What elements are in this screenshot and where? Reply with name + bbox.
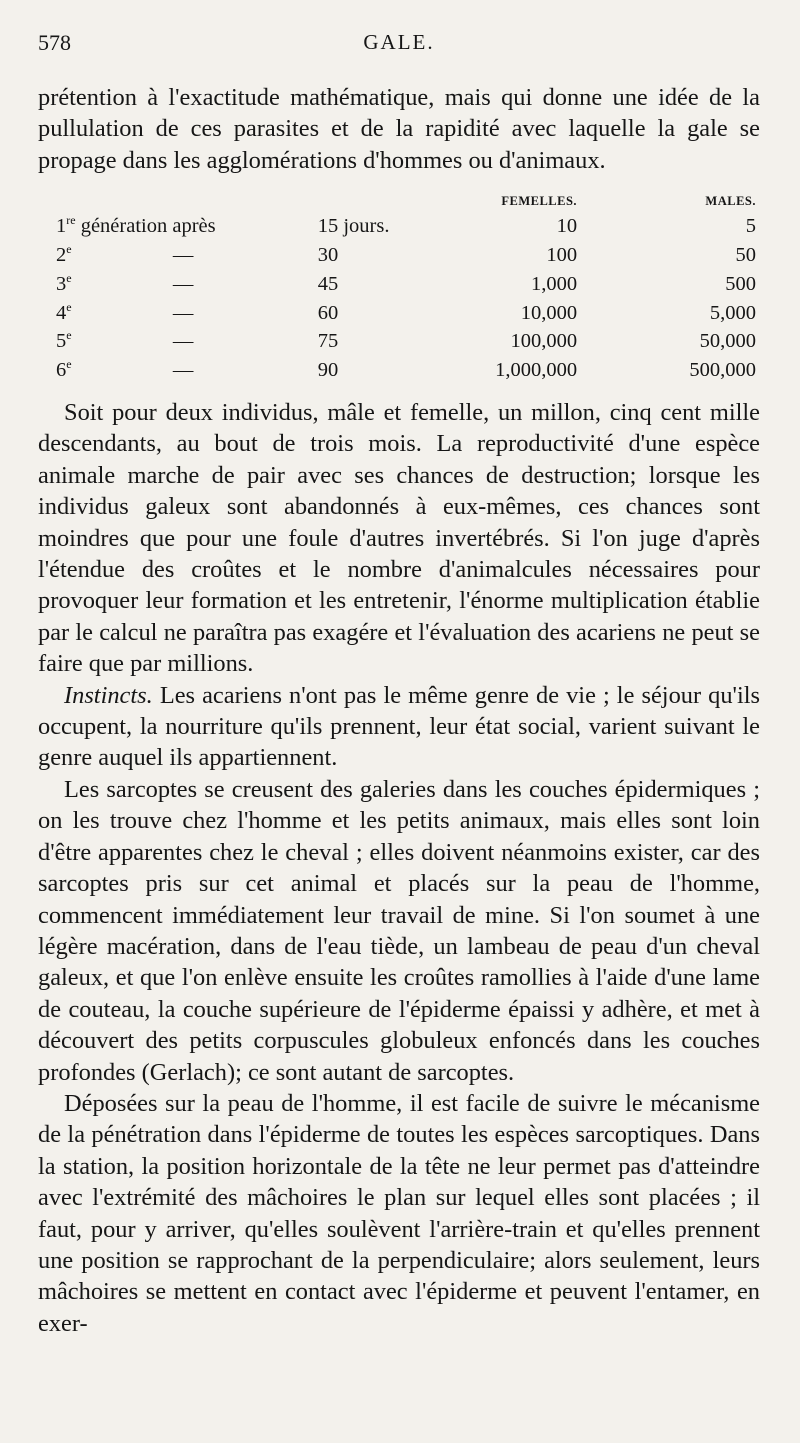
table-row <box>56 356 756 385</box>
table-row <box>56 299 756 328</box>
table-row <box>56 241 756 270</box>
ditto-dash: — <box>172 301 194 324</box>
header-females: FEMELLES. <box>501 194 578 209</box>
generation-table <box>56 190 756 385</box>
table-header-row <box>56 190 756 212</box>
table-row <box>56 270 756 299</box>
males-cell: 5,000 <box>709 301 756 324</box>
generation-cell: 1re génération après <box>56 213 216 238</box>
days-cell: 75 <box>317 330 339 353</box>
ditto-dash: — <box>172 244 194 267</box>
days-cell: 60 <box>317 301 339 324</box>
body-paragraph: Soit pour deux individus, mâle et femelle, un millon, cinq cent mille descendants, au bout de trois mois. La reproductivité d'une espèce animale marche de pair avec ses chances de destruction; lorsque les individus galeux sont abandonnés à eux-mêmes, ces chances sont moindres que pour une foule d'autres invertébrés. Si l'on juge d'après l'étendue des croûtes et le nombre d'animalcules nécessaires pour provoquer leur formation et les entretenir, l'énorme multiplication établie par le calcul ne paraîtra pas exagére et l'évaluation des acariens ne peut se faire que par millions. <box>38 399 760 678</box>
females-cell: 10 <box>556 215 578 238</box>
males-cell: 50 <box>735 244 756 267</box>
section-lead: Instincts. <box>64 681 153 709</box>
generation-cell: 5e <box>56 328 72 353</box>
ditto-dash: — <box>172 272 194 295</box>
females-cell: 100 <box>546 244 578 267</box>
running-title: GALE. <box>363 30 435 54</box>
page-number: 578 <box>38 30 71 55</box>
page-body <box>38 82 760 1339</box>
body-paragraph: Déposées sur la peau de l'homme, il est facile de suivre le mécanisme de la pénétration dans l'épiderme de toutes les espèces sarcoptiques. Dans la station, la position horizontale de la tête ne leur permet pas d'atteindre avec l'extrémité des mâchoires le plan sur lequel elles sont placées ; il faut, pour y arriver, qu'elles soulèvent l'arrière-train et qu'elles prennent une position se rapprochant de la perpendiculaire; alors seulement, leurs mâchoires se mettent en contact avec l'épiderme et peuvent l'entamer, en exer- <box>38 1089 760 1337</box>
males-cell: 5 <box>745 215 756 238</box>
females-cell: 1,000,000 <box>495 359 578 382</box>
males-cell: 50,000 <box>699 330 756 353</box>
page-header <box>38 30 760 64</box>
table-row <box>56 212 756 241</box>
generation-cell: 4e <box>56 299 72 324</box>
header-males: MALES. <box>705 194 756 209</box>
ditto-dash: — <box>172 330 194 353</box>
days-cell: 90 <box>317 359 339 382</box>
males-cell: 500,000 <box>689 359 756 382</box>
generation-cell: 3e <box>56 270 72 295</box>
generation-cell: 6e <box>56 357 72 382</box>
intro-paragraph: prétention à l'exactitude mathématique, mais qui donne une idée de la pullulation de ces parasites et de la rapidité avec laquelle la gale se propage dans les agglomérations d'hommes ou d'animaux. <box>38 84 760 174</box>
females-cell: 1,000 <box>530 272 578 295</box>
females-cell: 10,000 <box>520 301 578 324</box>
body-paragraph: Les sarcoptes se creusent des galeries dans les couches épidermiques ; on les trouve chez l'homme et les petits animaux, mais elles sont loin d'être apparentes chez le cheval ; elles doivent néanmoins exister, car des sarcoptes pris sur cet animal et placés sur la peau de l'homme, commencent immédiatement leur travail de mine. Si l'on soumet à une légère macération, dans de l'eau tiède, un lambeau de peau d'un cheval galeux, et que l'on enlève ensuite les croûtes ramollies à l'aide d'une lame de couteau, la couche supérieure de l'épiderme épaissi y adhère, et met à découvert des petits corpuscules globuleux enfoncés dans les couches profondes (Gerlach); ce sont autant de sarcoptes. <box>38 775 760 1086</box>
table-row <box>56 327 756 356</box>
days-cell: 30 <box>317 244 339 267</box>
ditto-dash: — <box>172 359 194 382</box>
body-paragraph: Instincts. Les acariens n'ont pas le même genre de vie ; le séjour qu'ils occupent, la nourriture qu'ils prennent, leur état social, varient suivant le genre auquel ils appartiennent. <box>38 681 760 772</box>
generation-cell: 2e <box>56 242 72 267</box>
days-cell: 45 <box>317 272 339 295</box>
females-cell: 100,000 <box>510 330 578 353</box>
males-cell: 500 <box>725 272 756 295</box>
days-cell: 15 jours. <box>317 215 390 238</box>
